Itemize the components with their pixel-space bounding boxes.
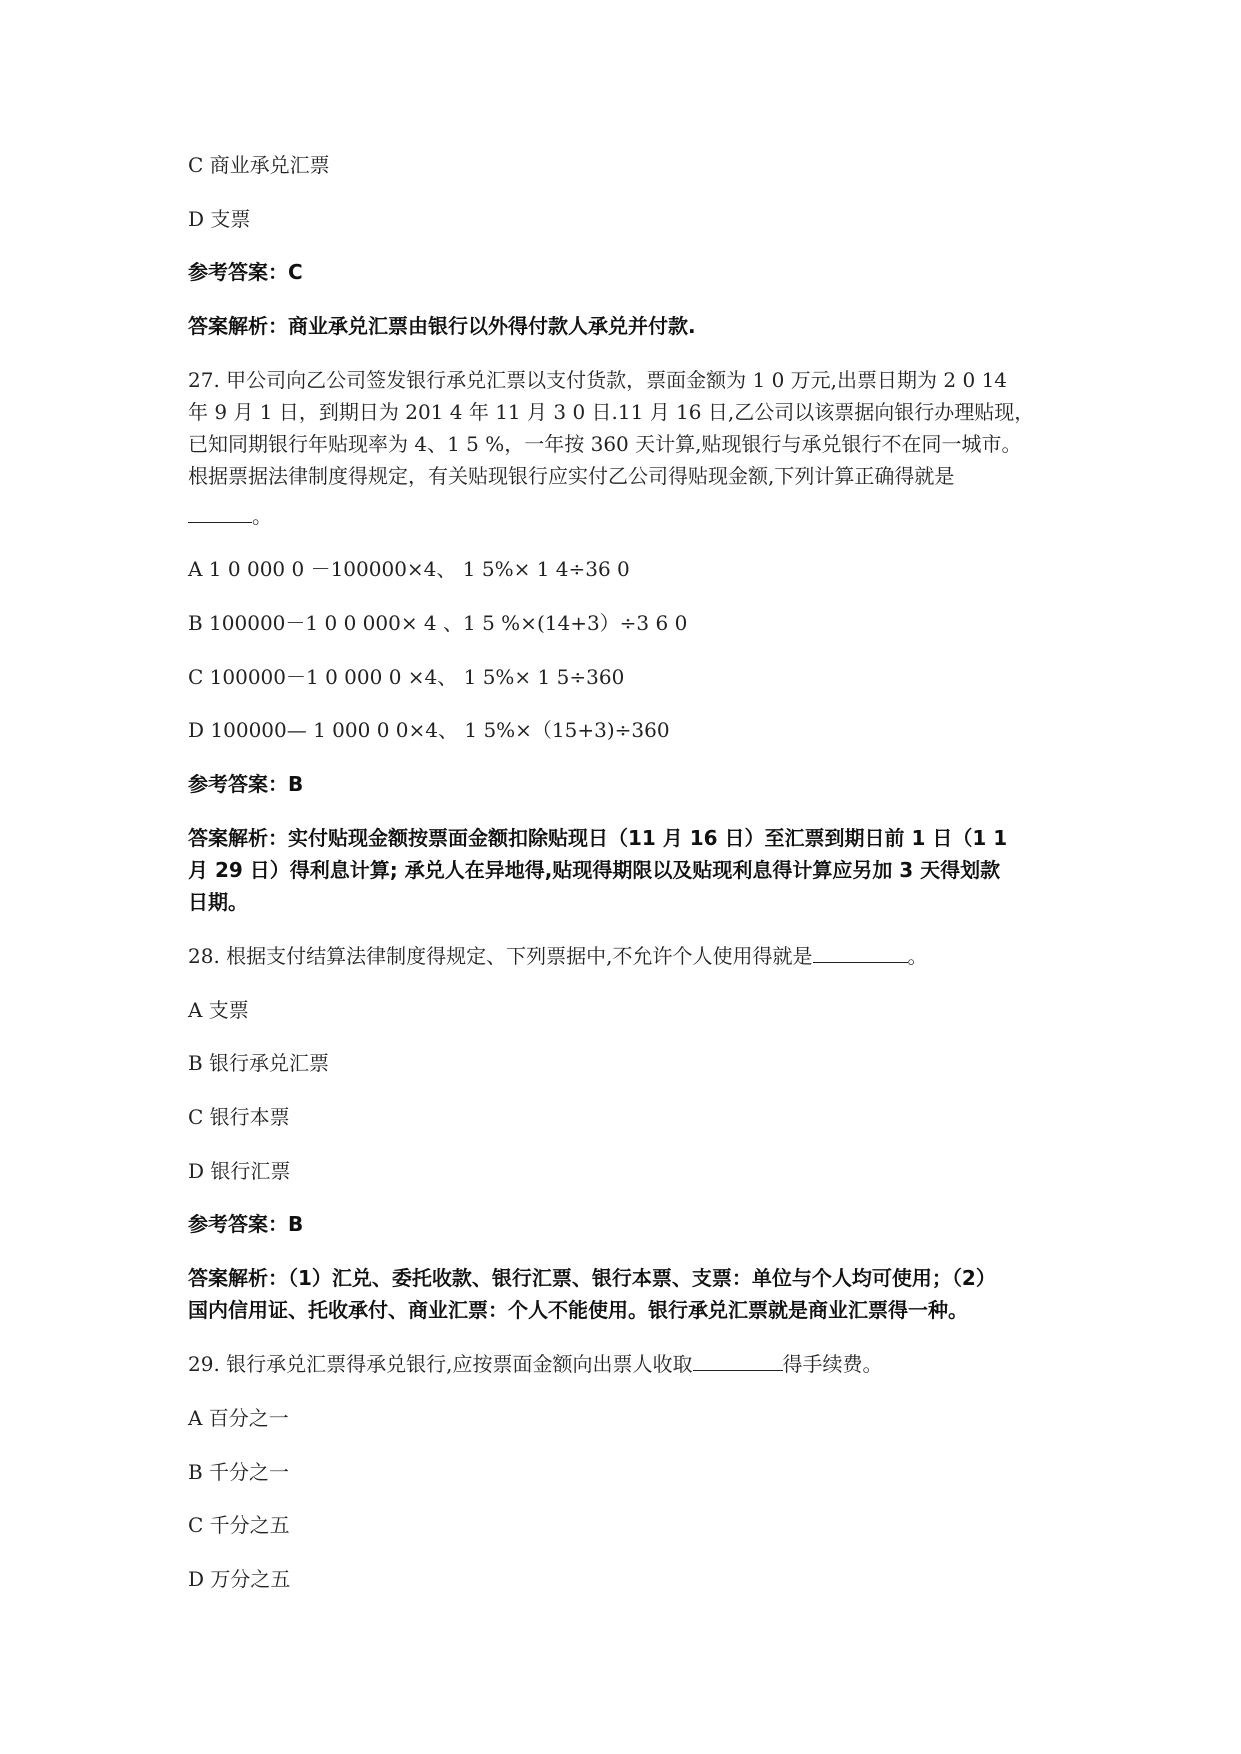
q27-explanation-line-2: 月 29 日）得利息计算; 承兑人在异地得,贴现得期限以及贴现利息得计算应另加 3 天得划款: [188, 858, 1001, 882]
q27-period: 。: [252, 504, 272, 528]
q28-option-b: B 银行承兑汇票: [188, 1051, 330, 1075]
q27-explanation-line-3: 日期。: [188, 890, 248, 914]
q29-option-b: B 千分之一: [188, 1460, 290, 1484]
q27-text-line-3: 已知同期银行年贴现率为 4、1 5 %，一年按 360 天计算,贴现银行与承兑银行不在同一城市。: [188, 432, 1022, 456]
q28-explanation-line-1: 答案解析：（1）汇兑、委托收款、银行汇票、银行本票、支票：单位与个人均可使用；（2）: [188, 1266, 996, 1290]
q29-tail: 得手续费。: [782, 1352, 883, 1376]
q28-option-d: D 银行汇票: [188, 1159, 291, 1183]
q28-period: 。: [907, 944, 928, 968]
q26-option-d: D 支票: [188, 207, 251, 231]
q27-text-line-4: 根据票据法律制度得规定，有关贴现银行应实付乙公司得贴现金额,下列计算正确得就是: [188, 464, 955, 488]
q28-explanation-line-2: 国内信用证、托收承付、商业汇票：个人不能使用。银行承兑汇票就是商业汇票得一种。: [188, 1298, 968, 1322]
q28-text: [188, 940, 928, 972]
q26-explanation: 答案解析：商业承兑汇票由银行以外得付款人承兑并付款.: [188, 314, 696, 338]
q28-option-a: A 支票: [188, 998, 249, 1022]
answer-blank: [693, 1348, 783, 1371]
q27-option-b: B 100000－1 0 0 000× 4 、1 5 %×(14+3）÷3 6 0: [188, 611, 688, 635]
q27-text-line-5: [188, 500, 272, 532]
q27-text-line-2: 年 9 月 1 日，到期日为 201 4 年 11 月 3 0 日.11 月 16 日,乙公司以该票据向银行办理贴现，: [188, 400, 1035, 424]
q28-answer: 参考答案：B: [188, 1212, 304, 1236]
q26-answer: 参考答案：C: [188, 260, 303, 284]
q27-option-c: C 100000－1 0 000 0 ×4、 1 5%× 1 5÷360: [188, 665, 625, 689]
answer-blank: [188, 500, 252, 523]
q29-text: [188, 1348, 883, 1380]
q26-option-c: C 商业承兑汇票: [188, 153, 330, 177]
q27-option-d: D 100000— 1 000 0 0×4、 1 5%×（15+3)÷360: [188, 718, 670, 742]
q29-option-c: C 千分之五: [188, 1513, 290, 1537]
q29-option-a: A 百分之一: [188, 1406, 289, 1430]
q27-option-a: A 1 0 000 0 －100000×4、 1 5%× 1 4÷36 0: [188, 557, 630, 581]
q28-question: 28. 根据支付结算法律制度得规定、下列票据中,不允许个人使用得就是: [188, 944, 813, 968]
q27-answer: 参考答案：B: [188, 772, 304, 796]
q29-option-d: D 万分之五: [188, 1567, 291, 1591]
q27-explanation-line-1: 答案解析：实付贴现金额按票面金额扣除贴现日（11 月 16 日）至汇票到期日前 1 日（1 1: [188, 826, 1008, 850]
q28-option-c: C 银行本票: [188, 1105, 290, 1129]
q27-text-line-1: 27. 甲公司向乙公司签发银行承兑汇票以支付货款，票面金额为 1 0 万元,出票日期为 2 0 14: [188, 368, 1008, 392]
answer-blank: [813, 940, 908, 963]
q29-question: 29. 银行承兑汇票得承兑银行,应按票面金额向出票人收取: [188, 1352, 693, 1376]
